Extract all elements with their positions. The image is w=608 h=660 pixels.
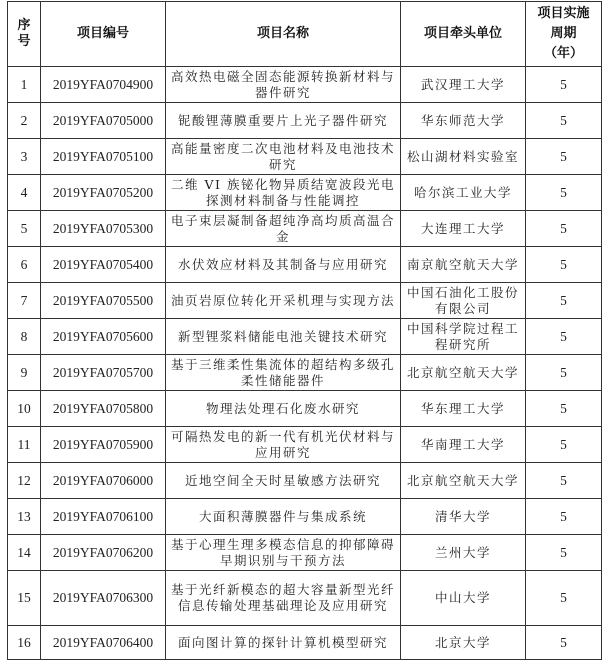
project-name-cell: 铌酸锂薄膜重要片上光子器件研究	[166, 103, 401, 139]
project-code-cell: 2019YFA0705400	[41, 247, 166, 283]
table-row	[8, 626, 602, 660]
period-cell: 5	[526, 283, 602, 319]
lead-unit-cell: 华东理工大学	[401, 391, 526, 427]
project-code-cell: 2019YFA0706300	[41, 571, 166, 626]
period-cell: 5	[526, 103, 602, 139]
period-cell: 5	[526, 355, 602, 391]
table-row	[8, 319, 602, 355]
seq-cell: 16	[8, 626, 41, 660]
table-row	[8, 247, 602, 283]
seq-cell: 5	[8, 211, 41, 247]
project-name-cell: 近地空间全天时星敏感方法研究	[166, 463, 401, 499]
table-row	[8, 139, 602, 175]
period-cell: 5	[526, 247, 602, 283]
seq-cell: 15	[8, 571, 41, 626]
header-seq-line: 号	[17, 34, 31, 49]
lead-unit-cell: 松山湖材料实验室	[401, 139, 526, 175]
lead-unit-cell: 北京航空航天大学	[401, 355, 526, 391]
lead-unit-cell: 大连理工大学	[401, 211, 526, 247]
lead-unit-cell: 清华大学	[401, 499, 526, 535]
project-code-cell: 2019YFA0705100	[41, 139, 166, 175]
project-name-cell: 二维 VI 族铋化物异质结宽波段光电探测材料制备与性能调控	[166, 175, 401, 211]
seq-cell: 11	[8, 427, 41, 463]
seq-cell: 10	[8, 391, 41, 427]
project-name-cell: 物理法处理石化废水研究	[166, 391, 401, 427]
table-row	[8, 391, 602, 427]
project-code-cell: 2019YFA0706400	[41, 626, 166, 660]
project-code-cell: 2019YFA0705000	[41, 103, 166, 139]
header-period-line: 项目实施	[537, 6, 590, 21]
lead-unit-cell: 中国石油化工股份有限公司	[401, 283, 526, 319]
seq-cell: 9	[8, 355, 41, 391]
period-cell: 5	[526, 571, 602, 626]
lead-unit-cell: 兰州大学	[401, 535, 526, 571]
period-cell: 5	[526, 499, 602, 535]
project-code-cell: 2019YFA0704900	[41, 67, 166, 103]
table-row	[8, 427, 602, 463]
project-name-cell: 高效热电磁全固态能源转换新材料与器件研究	[166, 67, 401, 103]
lead-unit-cell: 武汉理工大学	[401, 67, 526, 103]
project-name-cell: 可隔热发电的新一代有机光伏材料与应用研究	[166, 427, 401, 463]
project-name-cell: 油页岩原位转化开采机理与实现方法	[166, 283, 401, 319]
table-row	[8, 535, 602, 571]
table-row	[8, 211, 602, 247]
project-name-cell: 电子束层凝制备超纯净高均质高温合金	[166, 211, 401, 247]
project-name-cell: 基于心理生理多模态信息的抑郁障碍早期识别与干预方法	[166, 535, 401, 571]
period-cell: 5	[526, 427, 602, 463]
project-code-cell: 2019YFA0705900	[41, 427, 166, 463]
lead-unit-cell: 华南理工大学	[401, 427, 526, 463]
header-row	[8, 2, 602, 67]
header-period	[526, 2, 602, 67]
header-seq-line: 序	[17, 18, 31, 33]
lead-unit-cell: 华东师范大学	[401, 103, 526, 139]
header-seq	[8, 2, 41, 67]
header-name: 项目名称	[166, 2, 401, 67]
period-cell: 5	[526, 391, 602, 427]
period-cell: 5	[526, 139, 602, 175]
period-cell: 5	[526, 67, 602, 103]
project-code-cell: 2019YFA0706000	[41, 463, 166, 499]
seq-cell: 4	[8, 175, 41, 211]
project-name-cell: 水伏效应材料及其制备与应用研究	[166, 247, 401, 283]
period-cell: 5	[526, 175, 602, 211]
table-row	[8, 463, 602, 499]
seq-cell: 8	[8, 319, 41, 355]
period-cell: 5	[526, 319, 602, 355]
table-row	[8, 499, 602, 535]
header-period-line: 周期	[550, 26, 577, 41]
project-name-cell: 高能量密度二次电池材料及电池技术研究	[166, 139, 401, 175]
period-cell: 5	[526, 626, 602, 660]
period-cell: 5	[526, 211, 602, 247]
project-code-cell: 2019YFA0705200	[41, 175, 166, 211]
seq-cell: 12	[8, 463, 41, 499]
seq-cell: 3	[8, 139, 41, 175]
table-row	[8, 355, 602, 391]
table-row	[8, 103, 602, 139]
project-name-cell: 面向图计算的探针计算机模型研究	[166, 626, 401, 660]
lead-unit-cell: 北京大学	[401, 626, 526, 660]
project-code-cell: 2019YFA0705600	[41, 319, 166, 355]
project-name-cell: 基于三维柔性集流体的超结构多级孔柔性储能器件	[166, 355, 401, 391]
project-name-cell: 大面积薄膜器件与集成系统	[166, 499, 401, 535]
project-code-cell: 2019YFA0705300	[41, 211, 166, 247]
project-code-cell: 2019YFA0706200	[41, 535, 166, 571]
seq-cell: 2	[8, 103, 41, 139]
project-code-cell: 2019YFA0705700	[41, 355, 166, 391]
project-table	[7, 1, 602, 660]
table-row	[8, 283, 602, 319]
seq-cell: 1	[8, 67, 41, 103]
lead-unit-cell: 中国科学院过程工程研究所	[401, 319, 526, 355]
table-row	[8, 571, 602, 626]
lead-unit-cell: 哈尔滨工业大学	[401, 175, 526, 211]
seq-cell: 7	[8, 283, 41, 319]
table-row	[8, 175, 602, 211]
project-name-cell: 基于光纤新模态的超大容量新型光纤信息传输处理基础理论及应用研究	[166, 571, 401, 626]
seq-cell: 13	[8, 499, 41, 535]
seq-cell: 6	[8, 247, 41, 283]
header-code: 项目编号	[41, 2, 166, 67]
period-cell: 5	[526, 463, 602, 499]
lead-unit-cell: 南京航空航天大学	[401, 247, 526, 283]
seq-cell: 14	[8, 535, 41, 571]
period-cell: 5	[526, 535, 602, 571]
header-period-line: （年）	[543, 46, 583, 61]
project-code-cell: 2019YFA0705800	[41, 391, 166, 427]
header-unit: 项目牵头单位	[401, 2, 526, 67]
table-row	[8, 67, 602, 103]
lead-unit-cell: 北京航空航天大学	[401, 463, 526, 499]
project-code-cell: 2019YFA0705500	[41, 283, 166, 319]
project-code-cell: 2019YFA0706100	[41, 499, 166, 535]
lead-unit-cell: 中山大学	[401, 571, 526, 626]
project-name-cell: 新型锂浆料储能电池关键技术研究	[166, 319, 401, 355]
